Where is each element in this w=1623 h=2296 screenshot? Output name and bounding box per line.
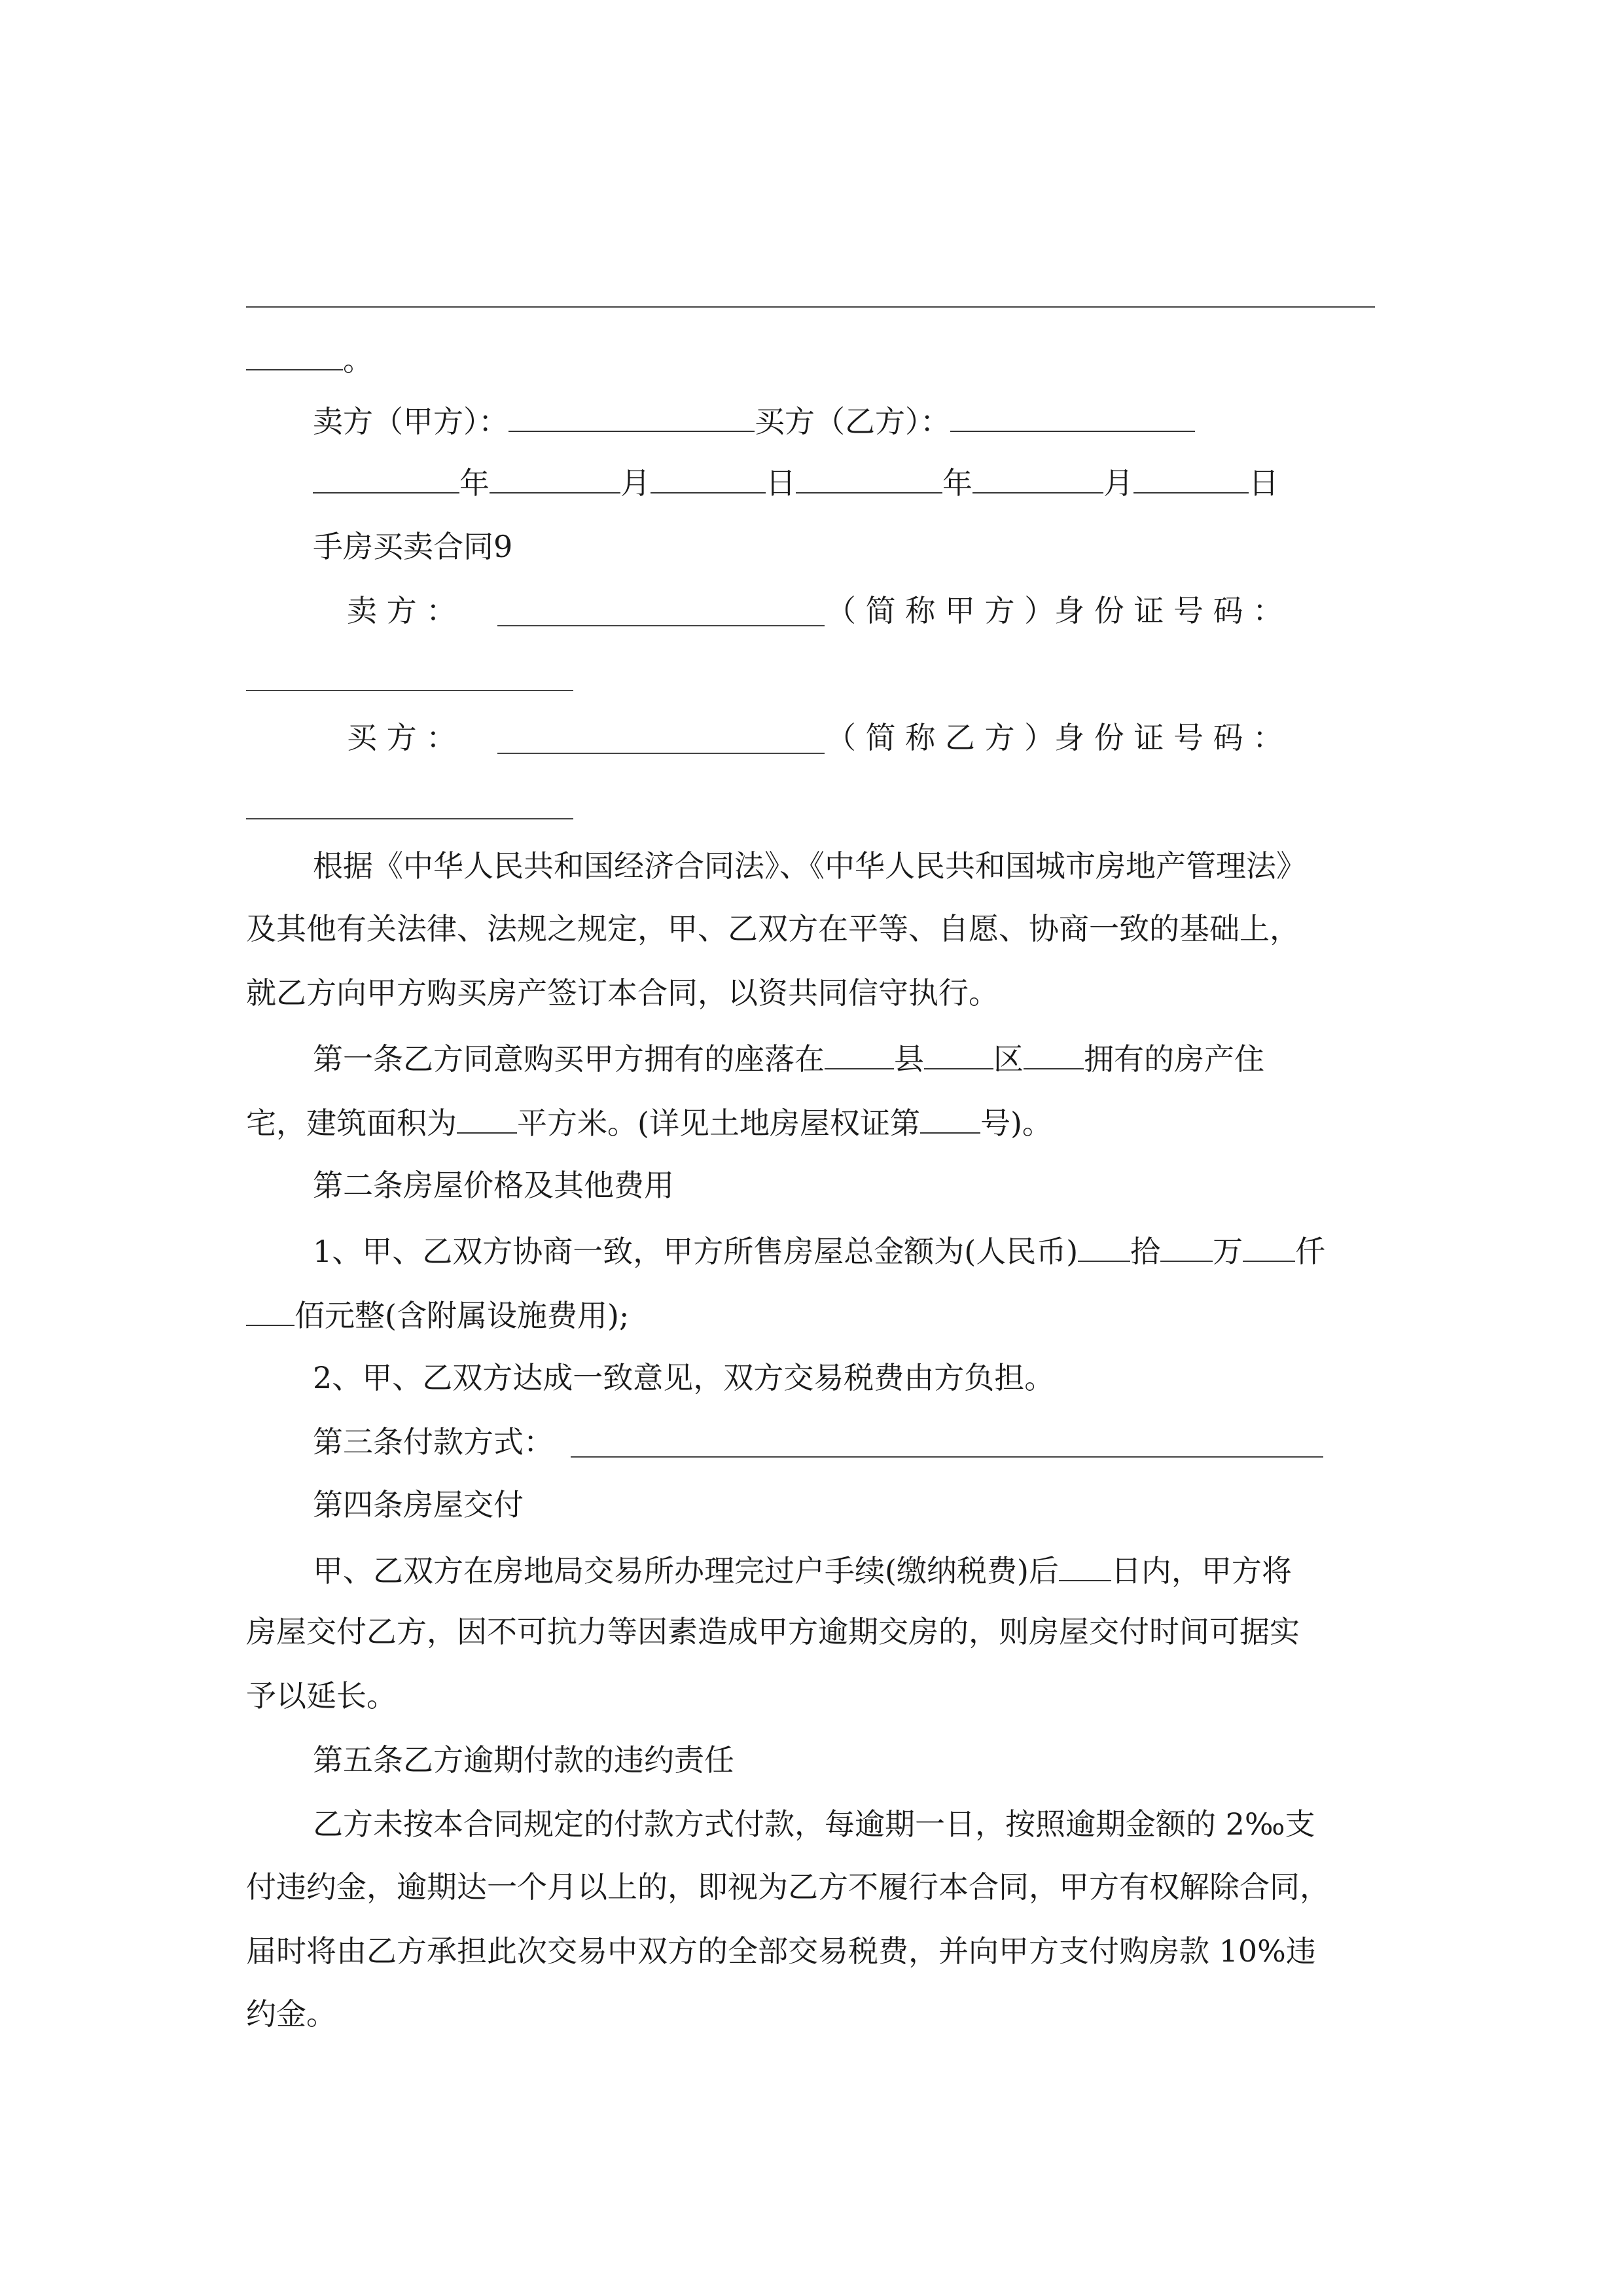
county-label: 县: [894, 1041, 924, 1077]
district-blank: [924, 1042, 993, 1069]
article3-line: [313, 1424, 554, 1460]
trailing-period: 。: [343, 342, 373, 378]
article4-line3: 予以延长。: [246, 1678, 397, 1713]
article5-line1: 乙方未按本合同规定的付款方式付款，每逾期一日，按照逾期金额的 2‰支: [313, 1806, 1315, 1842]
buyer-party-line: [347, 720, 457, 755]
seller-name-blank: [497, 625, 825, 626]
article1-text: 第一条乙方同意购买甲方拥有的座落在: [313, 1041, 825, 1077]
payment-method-blank: [571, 1456, 1323, 1458]
blank: [313, 466, 459, 493]
article2-item2: 2、甲、乙双方达成一致意见，双方交易税费由方负担。: [313, 1360, 1055, 1395]
district-label: 区: [993, 1041, 1024, 1077]
article1-text: 平方米。(详见土地房屋权证第: [517, 1105, 920, 1141]
days-blank: [1059, 1554, 1111, 1581]
county-blank: [825, 1042, 894, 1069]
blank: [246, 343, 343, 370]
section-heading: 手房买卖合同9: [313, 529, 513, 564]
buyer-sign-blank: [950, 404, 1195, 432]
certificate-blank: [920, 1106, 980, 1134]
amount-blank: [1160, 1234, 1213, 1262]
top-rule: [246, 306, 1375, 308]
article3-title: 第三条付款方式：: [313, 1424, 554, 1460]
amount-blank: [1243, 1234, 1295, 1262]
preamble-line: 就乙方向甲方购买房产签订本合同，以资共同信守执行。: [246, 975, 999, 1011]
unit-label: 拾: [1130, 1234, 1161, 1269]
month-label: 月: [620, 465, 651, 501]
day-label: 日: [766, 465, 796, 501]
article1-text: 宅，建筑面积为: [246, 1105, 457, 1141]
blank: [796, 466, 942, 493]
seller-sign-blank: [508, 404, 755, 432]
article5-title: 第五条乙方逾期付款的违约责任: [313, 1742, 734, 1778]
blank: [972, 466, 1103, 493]
article2-text: 1、甲、乙双方协商一致，甲方所售房屋总金额为(人民币): [313, 1234, 1079, 1269]
article1-line2: [246, 1105, 1052, 1141]
year-label: 年: [942, 465, 972, 501]
blank: [1133, 466, 1249, 493]
buyer-name-blank: [497, 753, 825, 754]
seller-sign-label: 卖方（甲方）：: [313, 404, 508, 439]
preamble-line: 根据《中华人民共和国经济合同法》、《中华人民共和国城市房地产管理法》: [313, 848, 1306, 884]
article5-line3: 届时将由乙方承担此次交易中双方的全部交易税费，并向甲方支付购房款 10%违: [246, 1933, 1316, 1969]
amount-blank: [1078, 1234, 1130, 1262]
buyer-abbr: （ 简 称 乙 方 ）身 份 证 号 码 ：: [826, 720, 1283, 755]
signature-dates: [313, 465, 1279, 501]
blank: [651, 466, 766, 493]
signature-parties: [313, 404, 1195, 437]
article4-line2: 房屋交付乙方，因不可抗力等因素造成甲方逾期交房的，则房屋交付时间可据实: [246, 1614, 1300, 1649]
article4-text: 日内，甲方将: [1111, 1553, 1292, 1588]
article2-item1-cont: [246, 1299, 629, 1331]
address-blank: [1024, 1042, 1084, 1069]
month-label: 月: [1103, 465, 1133, 501]
article2-title: 第二条房屋价格及其他费用: [313, 1168, 674, 1203]
unit-label: 万: [1213, 1234, 1243, 1269]
article4-line1: [313, 1554, 1292, 1586]
article5-line4: 约金。: [246, 1996, 336, 2032]
buyer-label: 买 方 ：: [347, 720, 457, 755]
amount-blank: [246, 1299, 294, 1326]
seller-label: 卖 方 ：: [347, 593, 457, 628]
area-blank: [457, 1106, 517, 1134]
unit-label: 仟: [1295, 1234, 1326, 1269]
blank: [490, 466, 620, 493]
article5-line2: 付违约金，逾期达一个月以上的，即视为乙方不履行本合同，甲方有权解除合同，: [246, 1869, 1330, 1905]
year-label: 年: [459, 465, 490, 501]
trailing-line: [246, 342, 373, 378]
article4-text: 甲、乙双方在房地局交易所办理完过户手续(缴纳税费)后: [313, 1553, 1059, 1588]
preamble-line: 及其他有关法律、法规之规定，甲、乙双方在平等、自愿、协商一致的基础上，: [246, 911, 1300, 946]
article1-text: 拥有的房产住: [1084, 1041, 1264, 1077]
article1-line1: [313, 1041, 1264, 1077]
day-label: 日: [1249, 465, 1279, 501]
buyer-id-blank: [246, 818, 573, 819]
seller-abbr: （ 简 称 甲 方 ）身 份 证 号 码 ：: [826, 593, 1283, 628]
article2-item1: [313, 1234, 1326, 1269]
seller-id-blank: [246, 690, 573, 691]
article1-text: 号)。: [980, 1105, 1052, 1141]
seller-party-line: [347, 593, 457, 628]
article2-text: 佰元整(含附属设施费用);: [294, 1298, 630, 1333]
article4-title: 第四条房屋交付: [313, 1487, 524, 1522]
buyer-sign-label: 买方（乙方）：: [755, 404, 950, 439]
